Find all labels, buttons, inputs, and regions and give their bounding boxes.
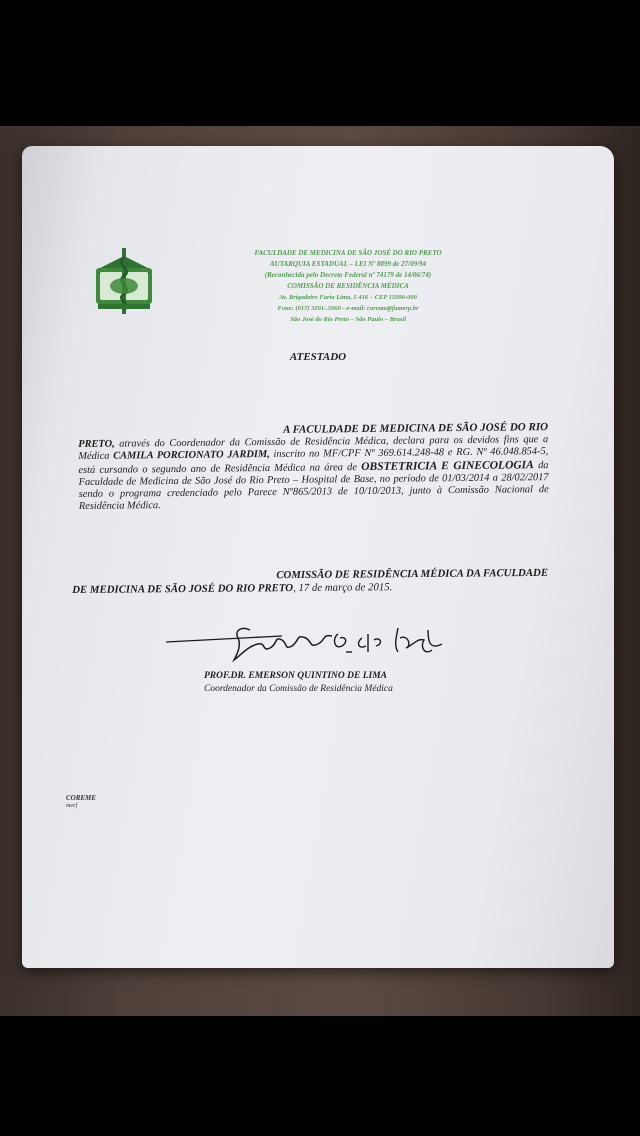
body-bold-2: CAMILA PORCIONATO JARDIM, [113,449,270,463]
letterhead-decree: (Reconhecida pelo Decreto Federal nº 74179 de 14/06/74) [264,271,432,279]
letterhead-autarquia: AUTARQUIA ESTADUAL – LEI Nº 8899 de 27/09/94 [269,260,427,268]
reference-initials: mecf [66,803,78,809]
closing-bold-2: DE MEDICINA DE SÃO JOSÉ DO RIO PRETO [72,582,294,596]
institution-logo [92,246,156,318]
document-body [78,421,549,513]
document-page [22,146,614,968]
document-title: ATESTADO [289,351,347,363]
body-text-1: através do Coordenador da Comissão de Residência Médica, declara para os devidos fins que a Médica [78,434,549,463]
letterhead-institution: FACULDADE DE MEDICINA DE SÃO JOSÉ DO RIO PRETO [254,249,442,257]
closing-text: , 17 de março de 2015. [293,581,393,595]
body-bold-3: OBSTETRICIA E GINECOLOGIA [361,458,534,473]
body-text-2: inscrito no MF/CPF Nº 369.614.248-48 e RG. Nº 46.048.854-5, está cursando o segundo ano de Residência Médica na área de [78,446,549,476]
document-closing [72,567,548,597]
body-lead: A FACULDADE DE MEDICINA DE SÃO JOSÉ DO RIO [283,421,549,436]
signer-name: PROF.DR. EMERSON QUINTINO DE LIMA [204,671,388,681]
letterhead-address: Av. Brigadeiro Faria Lima, 5 416 – CEP 15090-000 [279,294,417,301]
reference-code: COREME [66,794,96,802]
letterhead-city: São José do Rio Preto – São Paulo – Brasil [290,316,406,323]
letterhead-contact: Fone: (017) 3201-.5060 - e-mail: coreme@famerp.br [277,305,419,312]
body-bold-1: PRETO, [78,438,115,451]
signer-role: Coordenador da Comissão de Residência Médica [204,684,393,694]
body-text-3: da Faculdade de Medicina de São José do Rio Preto – Hospital de Base, no período de 01/03/2014 a 28/02/2017 sendo o programa credenciado pelo Parece Nº865/2013 de 10/10/2013, junto à Comissão Nacional de Residência Médica. [78,459,549,513]
letterhead [197,248,499,325]
letterhead-commission: COMISSÃO DE RESIDÊNCIA MÉDICA [287,282,409,290]
handwritten-signature [162,616,462,674]
closing-bold-1: COMISSÃO DE RESIDÊNCIA MÉDICA DA FACULDADE [276,566,549,582]
